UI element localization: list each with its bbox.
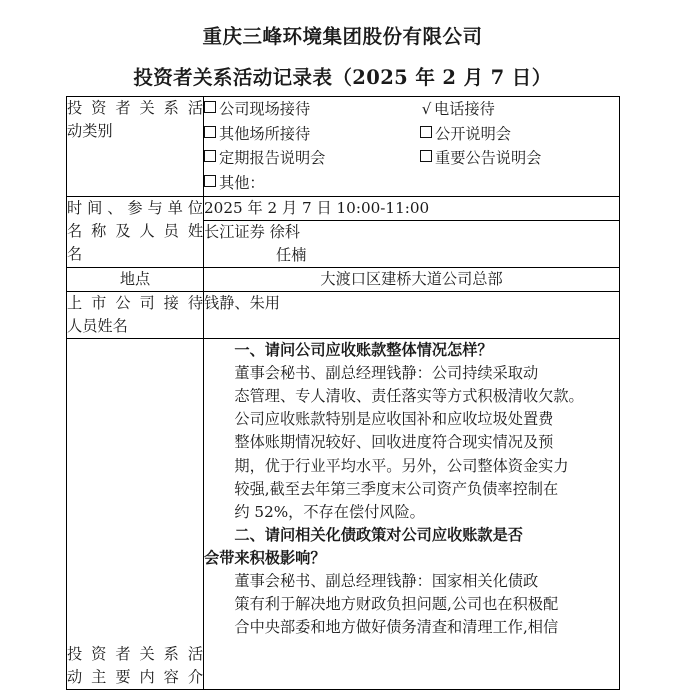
main-content-body <box>204 339 620 690</box>
checkbox-label: 其他场所接待 <box>219 124 311 143</box>
reception-label-line1: 上市公司接待 <box>67 293 203 312</box>
document-header <box>0 0 685 93</box>
content-label-line2: 动主要内容介 <box>67 668 203 687</box>
table-row-reception-staff <box>67 291 620 338</box>
checkbox-label: 公开说明会 <box>435 124 511 143</box>
activity-type-label-line2: 动类别 <box>67 122 113 141</box>
checkbox-option-other-venue[interactable] <box>204 122 420 147</box>
location-value: 大渡口区建桥大道公司总部 <box>204 267 620 291</box>
time-participants-label <box>67 196 204 267</box>
option-row-1 <box>204 97 619 122</box>
answer-1-line-7: 约 52%，不存在偿付风险。 <box>234 502 425 521</box>
option-row-3 <box>204 146 619 171</box>
reception-value: 钱静、朱用 <box>204 291 620 338</box>
checkbox-icon[interactable] <box>204 150 216 162</box>
answer-1-line-5: 期，优于行业平均水平。另外，公司整体资金实力 <box>234 456 569 475</box>
answer-2-body <box>204 570 619 639</box>
answer-2-line-1: 董事会秘书、副总经理钱静：国家相关化债政 <box>234 572 539 590</box>
option-row-4 <box>204 171 619 196</box>
answer-1-body <box>204 362 619 524</box>
content-label-line1: 投资者关系活 <box>67 645 203 664</box>
checkbox-label: 定期报告说明会 <box>219 149 326 168</box>
checkbox-option-phone[interactable] <box>420 97 495 122</box>
participant-line-2: 任楠 <box>276 245 307 264</box>
answer-1-line-3: 公司应收账款特别是应收国补和应收垃圾处置费 <box>234 410 554 429</box>
activity-type-label-line1: 投资者关系活 <box>67 99 203 117</box>
checkbox-option-onsite[interactable] <box>204 97 420 122</box>
checkbox-label: 重要公告说明会 <box>435 149 542 168</box>
checkbox-label: 电话接待 <box>434 100 495 118</box>
time-label-line1: 时间、参与单位 <box>67 198 203 217</box>
table-row-location <box>67 267 620 291</box>
answer-1-line-2: 态管理、专人清收、责任落实等方式积极清收欠款。 <box>234 387 584 406</box>
participant-line-1: 长江证券 徐科 <box>204 222 300 241</box>
table-row-activity-type <box>67 97 620 197</box>
option-row-2 <box>204 122 619 147</box>
reception-label <box>67 291 204 338</box>
check-mark-icon[interactable]: √ <box>421 100 432 118</box>
company-title: 重庆三峰环境集团股份有限公司 <box>202 25 483 48</box>
answer-2-line-3: 合中央部委和地方做好债务清查和清理工作,相信 <box>234 618 559 637</box>
checkbox-icon[interactable] <box>204 126 216 138</box>
question-2-heading-line-2: 会带来积极影响？ <box>204 548 326 567</box>
time-label-line3: 名 <box>67 244 83 263</box>
main-content-label <box>67 339 204 690</box>
question-2-heading-line-1: 二、请问相关化债政策对公司应收账款是否 <box>234 525 523 544</box>
time-label-line2: 名称及人员姓 <box>67 221 203 240</box>
answer-2-line-2: 策有利于解决地方财政负担问题,公司也在积极配 <box>234 595 559 614</box>
checkbox-label: 公司现场接待 <box>219 100 311 118</box>
checkbox-option-other[interactable] <box>204 171 420 196</box>
participants-value-cell <box>204 220 620 267</box>
table-row-main-content <box>67 339 620 690</box>
checkbox-icon[interactable] <box>204 101 216 113</box>
datetime-value: 2025 年 2 月 7 日 10:00-11:00 <box>204 198 430 217</box>
answer-1-line-1: 董事会秘书、副总经理钱静：公司持续采取动 <box>234 364 539 383</box>
investor-relations-record-table <box>66 96 620 690</box>
answer-1-line-4: 整体账期情况较好、回收进度符合现实情况及预 <box>234 433 554 452</box>
checkbox-option-periodic-report[interactable] <box>204 146 420 171</box>
checkbox-option-major-announcement[interactable] <box>420 146 541 171</box>
checkbox-option-public-briefing[interactable] <box>420 122 511 147</box>
checkbox-icon[interactable] <box>204 175 216 187</box>
location-label: 地点 <box>67 267 204 291</box>
question-1-heading: 一、请问公司应收账款整体情况怎样？ <box>234 341 493 360</box>
activity-type-options <box>204 97 620 197</box>
checkbox-icon[interactable] <box>420 126 432 138</box>
document-subtitle: 投资者关系活动记录表（2025 年 2 月 7 日） <box>133 66 552 90</box>
reception-label-line2: 人员姓名 <box>67 316 128 335</box>
checkbox-icon[interactable] <box>420 150 432 162</box>
answer-1-line-6: 较强,截至去年第三季度末公司资产负债率控制在 <box>234 479 559 498</box>
datetime-value-cell <box>204 196 620 220</box>
table-row-datetime <box>67 196 620 220</box>
checkbox-label: 其他： <box>219 173 265 192</box>
activity-type-label <box>67 97 204 197</box>
